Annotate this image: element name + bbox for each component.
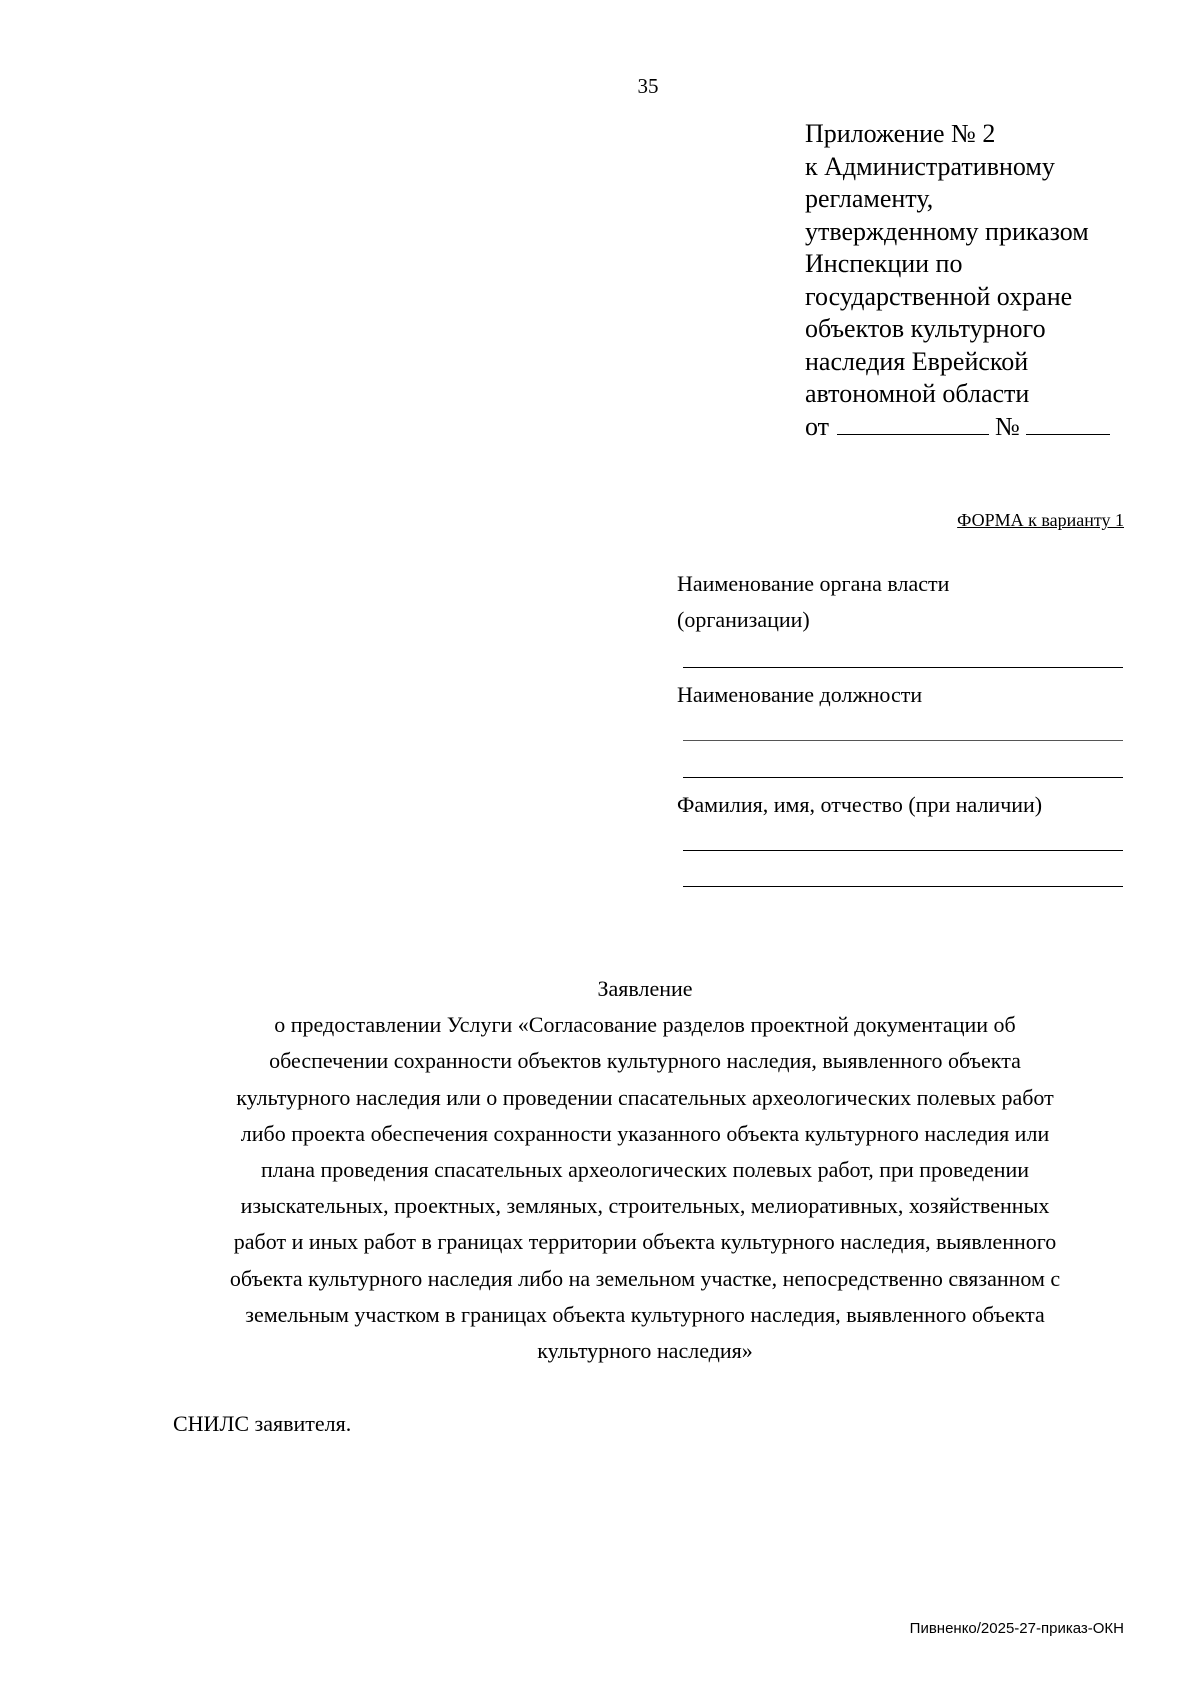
appendix-line: Приложение № 2 [805,119,996,148]
heading-line: о предоставлении Услуги «Согласование разделов проектной документации об [274,1012,1016,1038]
application-title: Заявление [597,976,693,1001]
form-variant-label: ФОРМА к варианту 1 [957,510,1124,530]
heading-line: культурного наследия» [537,1338,753,1364]
number-sign: № [995,411,1020,441]
appendix-line: регламенту, [805,184,934,213]
position-block [677,677,1122,713]
heading-line: культурного наследия или о проведении спасательных археологических полевых работ [236,1084,1054,1110]
position-fill-line [683,777,1123,778]
appendix-line: к Административному [805,151,1055,181]
appendix-line: автономной области [805,379,1030,408]
appendix-line: утвержденному приказом [805,216,1089,246]
position-label: Наименование должности [677,682,923,707]
appendix-line: объектов культурного [805,314,1046,343]
date-prefix: от [805,411,830,441]
authority-fill-line [683,667,1123,668]
snils-label: СНИЛС заявителя. [173,1411,352,1436]
application-heading [145,971,1145,1369]
authority-label: Наименование органа власти [677,571,950,596]
heading-line: изыскательных, проектных, земляных, строительных, мелиоративных, хозяйственных [240,1193,1050,1219]
order-date-blank [837,414,989,435]
fio-fill-line [683,850,1123,851]
appendix-header [805,118,1135,443]
order-date-number-line [805,411,1135,444]
page-number: 35 [637,74,659,98]
document-id: Пивненко/2025-27-приказ-ОКН [909,1620,1124,1637]
heading-line: либо проекта обеспечения сохранности указанного объекта культурного наследия или [240,1120,1050,1146]
heading-line: работ и иных работ в границах территории объекта культурного наследия, выявленного [233,1229,1057,1255]
heading-line: обеспечении сохранности объектов культурного наследия, выявленного объекта [269,1048,1021,1074]
order-number-blank [1026,414,1110,435]
heading-line: объекта культурного наследия либо на земельном участке, непосредственно связанном с [229,1265,1061,1291]
fio-label: Фамилия, имя, отчество (при наличии) [677,792,1043,817]
fio-fill-line [683,886,1123,887]
appendix-line: наследия Еврейской [805,346,1029,376]
fio-block [677,787,1122,823]
authority-block [677,566,1122,638]
heading-line: земельным участком в границах объекта культурного наследия, выявленного объекта [245,1301,1045,1327]
position-fill-line [683,740,1123,741]
heading-line: плана проведения спасательных археологических полевых работ, при проведении [260,1157,1030,1183]
appendix-line: Инспекции по [805,249,963,278]
appendix-line: государственной охране [805,281,1073,311]
authority-label-continued: (организации) [677,607,810,632]
